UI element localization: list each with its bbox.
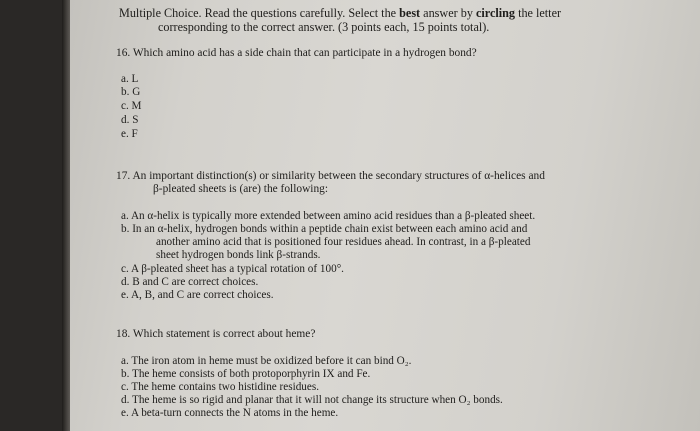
q17-question-line-1: 17. An important distinction(s) or similarity between the secondary structures of α-helices and [116, 170, 545, 182]
instructions-line-1 [119, 7, 561, 20]
q17-option-c[interactable]: c. A β-pleated sheet has a typical rotation of 100°. [121, 263, 344, 275]
q17-option-d[interactable]: d. B and C are correct choices. [121, 276, 259, 288]
instructions-best: best [399, 6, 421, 20]
q16-option-e[interactable]: e. F [121, 128, 138, 140]
instructions-text-1: Read the questions carefully. Select the [204, 6, 400, 20]
instructions-text-2: answer by [420, 6, 476, 20]
q17-option-b-line-1[interactable]: b. In an α-helix, hydrogen bonds within a peptide chain exist between each amino acid and [121, 223, 528, 235]
q16-option-d[interactable]: d. S [121, 114, 139, 126]
q17-option-b-line-2: another amino acid that is positioned four residues ahead. In contrast, in a β-pleated [156, 236, 531, 248]
q16-option-a[interactable]: a. L [121, 73, 139, 85]
q16-question: 16. Which amino acid has a side chain that can participate in a hydrogen bond? [116, 47, 477, 59]
q16-option-b[interactable]: b. G [121, 86, 141, 98]
instructions-title: Multiple Choice. [119, 6, 202, 20]
instructions-circling: circling [475, 6, 516, 20]
q17-question-line-2: β-pleated sheets is (are) the following: [153, 183, 329, 195]
q17-option-a[interactable]: a. An α-helix is typically more extended between amino acid residues than a β-pleated sheet. [121, 210, 536, 222]
q18-option-e[interactable]: e. A beta-turn connects the N atoms in the heme. [121, 407, 339, 419]
instructions-text-3: the letter [515, 6, 562, 20]
q17-option-b-line-3: sheet hydrogen bonds link β-strands. [156, 249, 321, 261]
q18-question: 18. Which statement is correct about heme? [116, 328, 316, 340]
q16-option-c[interactable]: c. M [121, 100, 142, 112]
q17-option-e[interactable]: e. A, B, and C are correct choices. [121, 289, 274, 301]
q18-option-a[interactable]: a. The iron atom in heme must be oxidized before it can bind O₂. [121, 355, 412, 367]
q18-option-b[interactable]: b. The heme consists of both protoporphyrin IX and Fe. [121, 368, 371, 380]
q18-option-d[interactable]: d. The heme is so rigid and planar that it will not change its structure when O₂ bonds. [121, 394, 503, 406]
instructions-line-2: corresponding to the correct answer. (3 points each, 15 points total). [158, 20, 490, 34]
q18-option-c[interactable]: c. The heme contains two histidine residues. [121, 381, 320, 393]
